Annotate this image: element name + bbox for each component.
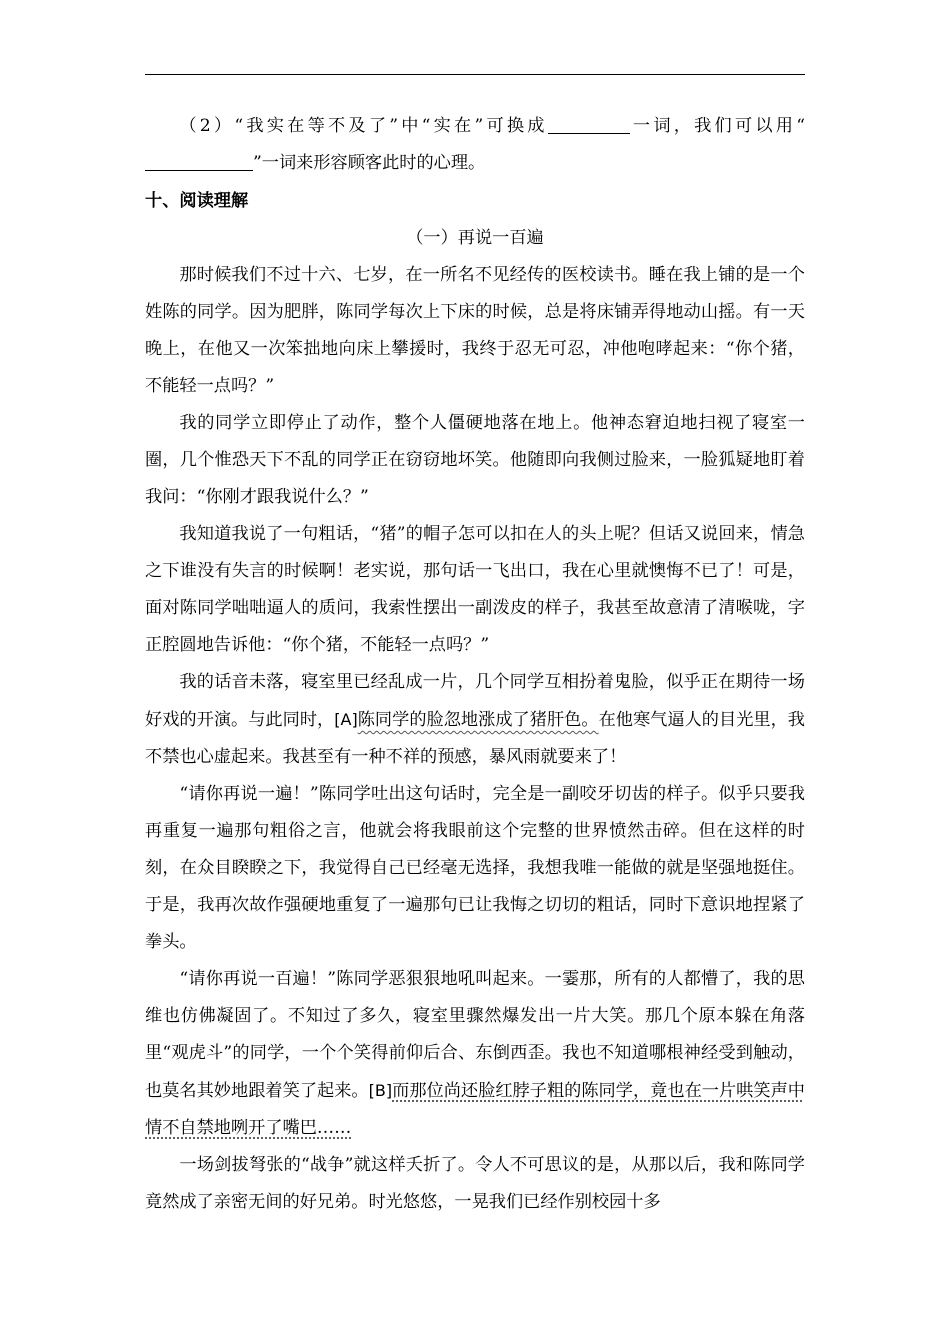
paragraph-4 xyxy=(145,664,805,776)
header-rule xyxy=(145,74,805,75)
article-title: （一）再说一百遍 xyxy=(406,228,544,248)
question-text-3: “ xyxy=(796,116,805,136)
paragraph-3: 我知道我说了一句粗话，“猪”的帽子怎可以扣在人的头上呢？但话又说回来，情急之下谁没有失言的时候啊！老实说，那句话一飞出口，我在心里就懊悔不已了！可是，面对陈同学咄咄逼人的质问，我索性摆出一副泼皮的样子，我甚至故意清了清喉咙，字正腔圆地告诉他：“你个猪，不能轻一点吗？” xyxy=(145,524,805,655)
question-item xyxy=(145,108,805,182)
underlined-sentence-a: 陈同学的脸忽地涨成了猪肝色。 xyxy=(357,710,599,730)
question-text-4: ”一词来形容顾客此时的心理。 xyxy=(253,153,486,173)
marker-a: [A] xyxy=(334,710,358,729)
answer-blank-1[interactable] xyxy=(548,116,630,134)
paragraph-4-text-after: 在他寒气逼人的目光里，我不禁也心虚起来。我甚至有一种不祥的预感，暴风雨就要来了！ xyxy=(145,710,805,767)
underlined-sentence-b: 而那位尚还脸红脖子粗的陈同学，竟也在一片哄笑声中情不自禁地咧开了嘴巴…… xyxy=(145,1081,805,1138)
paragraph-5: “请你再说一遍！”陈同学吐出这句话时，完全是一副咬牙切齿的样子。似乎只要我再重复一遍那句粗俗之言，他就会将我眼前这个完整的世界愤然击碎。但在这样的时刻，在众目睽睽之下，我觉得自己已经毫无选择，我想我唯一能做的就是坚强地挺住。于是，我再次故作强硬地重复了一遍那句已让我悔之切切的粗话，同时下意识地捏紧了拳头。 xyxy=(145,784,805,952)
paragraph-6-text-before: “请你再说一百遍！”陈同学恶狠狠地吼叫起来。一霎那，所有的人都懵了，我的思维也仿佛凝固了。不知过了多久，寝室里骤然爆发出一片大笑。那几个原本躲在角落里“观虎斗”的同学，一个个笑得前仰后合、东倒西歪。我也不知道哪根神经受到触动，也莫名其妙地跟着笑了起来。 xyxy=(145,969,805,1101)
marker-b: [B] xyxy=(368,1081,393,1100)
section-heading: 十、阅读理解 xyxy=(145,191,249,211)
paragraph-1: 那时候我们不过十六、七岁，在一所名不见经传的医校读书。睡在我上铺的是一个姓陈的同学。因为肥胖，陈同学每次上下床的时候，总是将床铺弄得地动山摇。有一天晚上，在他又一次笨拙地向床上攀援时，我终于忍无可忍，冲他咆哮起来：“你个猪，不能轻一点吗？” xyxy=(145,265,805,396)
paragraph-7: 一场剑拔弩张的“战争”就这样夭折了。令人不可思议的是，从那以后，我和陈同学竟然成了亲密无间的好兄弟。时光悠悠，一晃我们已经作别校园十多 xyxy=(145,1155,805,1212)
paragraph-2: 我的同学立即停止了动作，整个人僵硬地落在地上。他神态窘迫地扫视了寝室一圈，几个惟恐天下不乱的同学正在窃窃地坏笑。他随即向我侧过脸来，一脸狐疑地盯着我问：“你刚才跟我说什么？” xyxy=(145,413,805,507)
question-text-2: 一词，我们可以用 xyxy=(629,116,797,136)
paragraph-4-text-before: 我的话音未落，寝室里已经乱成一片，几个同学互相扮着鬼脸，似乎正在期待一场好戏的开演。与此同时， xyxy=(145,672,805,730)
question-text-1: （2）“我实在等不及了”中“实在”可换成 xyxy=(179,116,548,136)
document-body xyxy=(145,108,805,1221)
paragraph-6 xyxy=(145,961,805,1147)
answer-blank-2[interactable] xyxy=(145,153,253,171)
